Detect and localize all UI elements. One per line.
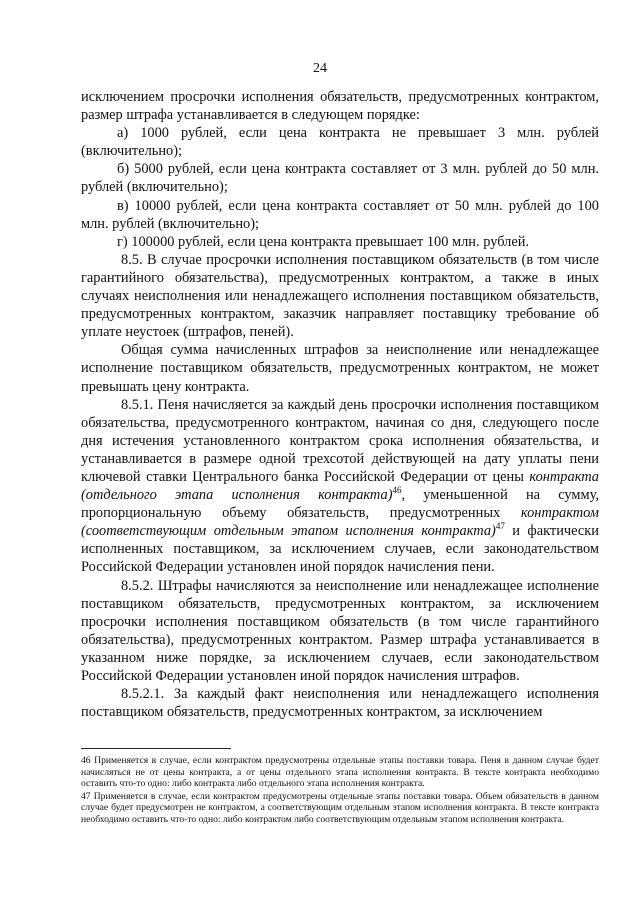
clause-8-5-2: 8.5.2. Штрафы начисляются за неисполнение или ненадлежащее исполнение поставщиком обязательств, предусмотренных контрактом, за исключением просрочки исполнения поставщиком обязательств (в том числе гарантийного обязательства), предусмотренных контрактом. Размер штрафа устанавливается в указанном ниже порядке, за исключением случаев, если законодательством Российской Федерации установлен иной порядок начисления штрафов. <box>81 577 599 684</box>
footnote-ref-46: 46 <box>392 485 402 496</box>
footnotes <box>81 755 599 827</box>
footnote-46: 46 Применяется в случае, если контрактом предусмотрены отдельные этапы поставки товара. Пеня в данном случае будет начисляться не от цены контракта, а от цены отдельного этапа исполнения контракта. В тексте контракта необходимо оставить что-то одно: либо контракта либо отдельного этапа исполнения контракта. <box>81 755 599 790</box>
document-body <box>81 88 599 721</box>
clause-8-5-1-text-2: , уменьшенной на сумму, пропорциональную объему обязательств, предусмотренных <box>81 487 599 522</box>
clause-8-5-1 <box>81 396 599 577</box>
clause-8-5-1-text-1: 8.5.1. Пеня начисляется за каждый день просрочки исполнения поставщиком обязательства, предусмотренного контрактом, начиная со дня, следующего после дня истечения установленного контрактом срока исполнения обязательства, и устанавливается в размере одной трехсотой действующей на дату уплаты пени ключевой ставки Центрального банка Российской Федерации от цены <box>81 396 599 485</box>
footnote-47: 47 Применяется в случае, если контрактом предусмотрены отдельные этапы поставки товара. Объем обязательств в данном случае будет предусмотрен не контрактом, а соответствующим отдельным этапом исполнения контракта. В тексте контракта необходимо оставить что-то одно: либо контрактом либо соответствующим отдельным этапом исполнения контракта. <box>81 790 599 825</box>
list-item-g: г) 100000 рублей, если цена контракта превышает 100 млн. рублей. <box>117 233 530 250</box>
clause-8-5-1-text-3: и фактически исполненных поставщиком, за исключением случаев, если законодательством Российской Федерации установлен иной порядок начисления пени. <box>81 523 599 576</box>
clause-8-5-2-1: 8.5.2.1. За каждый факт неисполнения или ненадлежащего исполнения поставщиком обязательств, предусмотренных контрактом, за исключением <box>81 686 599 721</box>
clause-8-5-1-italic-2: контрактом (соответствующим отдельным этапом исполнения контракта) <box>81 505 599 540</box>
footnote-ref-47: 47 <box>495 521 505 532</box>
clause-8-5-1-italic-1: контракта (отдельного этапа исполнения контракта) <box>81 468 599 504</box>
clause-8-5: 8.5. В случае просрочки исполнения поставщиком обязательств (в том числе гарантийного обязательства), предусмотренных контрактом, а также в иных случаях неисполнения или ненадлежащего исполнения поставщиком обязательств, предусмотренных контрактом, заказчик направляет поставщику требование об уплате неустоек (штрафов, пеней). <box>81 251 599 341</box>
list-item-b: б) 5000 рублей, если цена контракта составляет от 3 млн. рублей до 50 млн. рублей (включительно); <box>81 161 599 196</box>
footnote-separator <box>81 748 231 749</box>
list-item-a: а) 1000 рублей, если цена контракта не превышает 3 млн. рублей (включительно); <box>81 125 599 160</box>
list-item-v: в) 10000 рублей, если цена контракта составляет от 50 млн. рублей до 100 млн. рублей (включительно); <box>81 197 599 232</box>
paragraph-total-fines: Общая сумма начисленных штрафов за неисполнение или ненадлежащее исполнение поставщиком обязательств, предусмотренных контрактом, не может превышать цену контракта. <box>81 342 599 395</box>
paragraph-continuation: исключением просрочки исполнения обязательств, предусмотренных контрактом, размер штрафа устанавливается в следующем порядке: <box>81 89 599 124</box>
page-number: 24 <box>313 61 327 76</box>
